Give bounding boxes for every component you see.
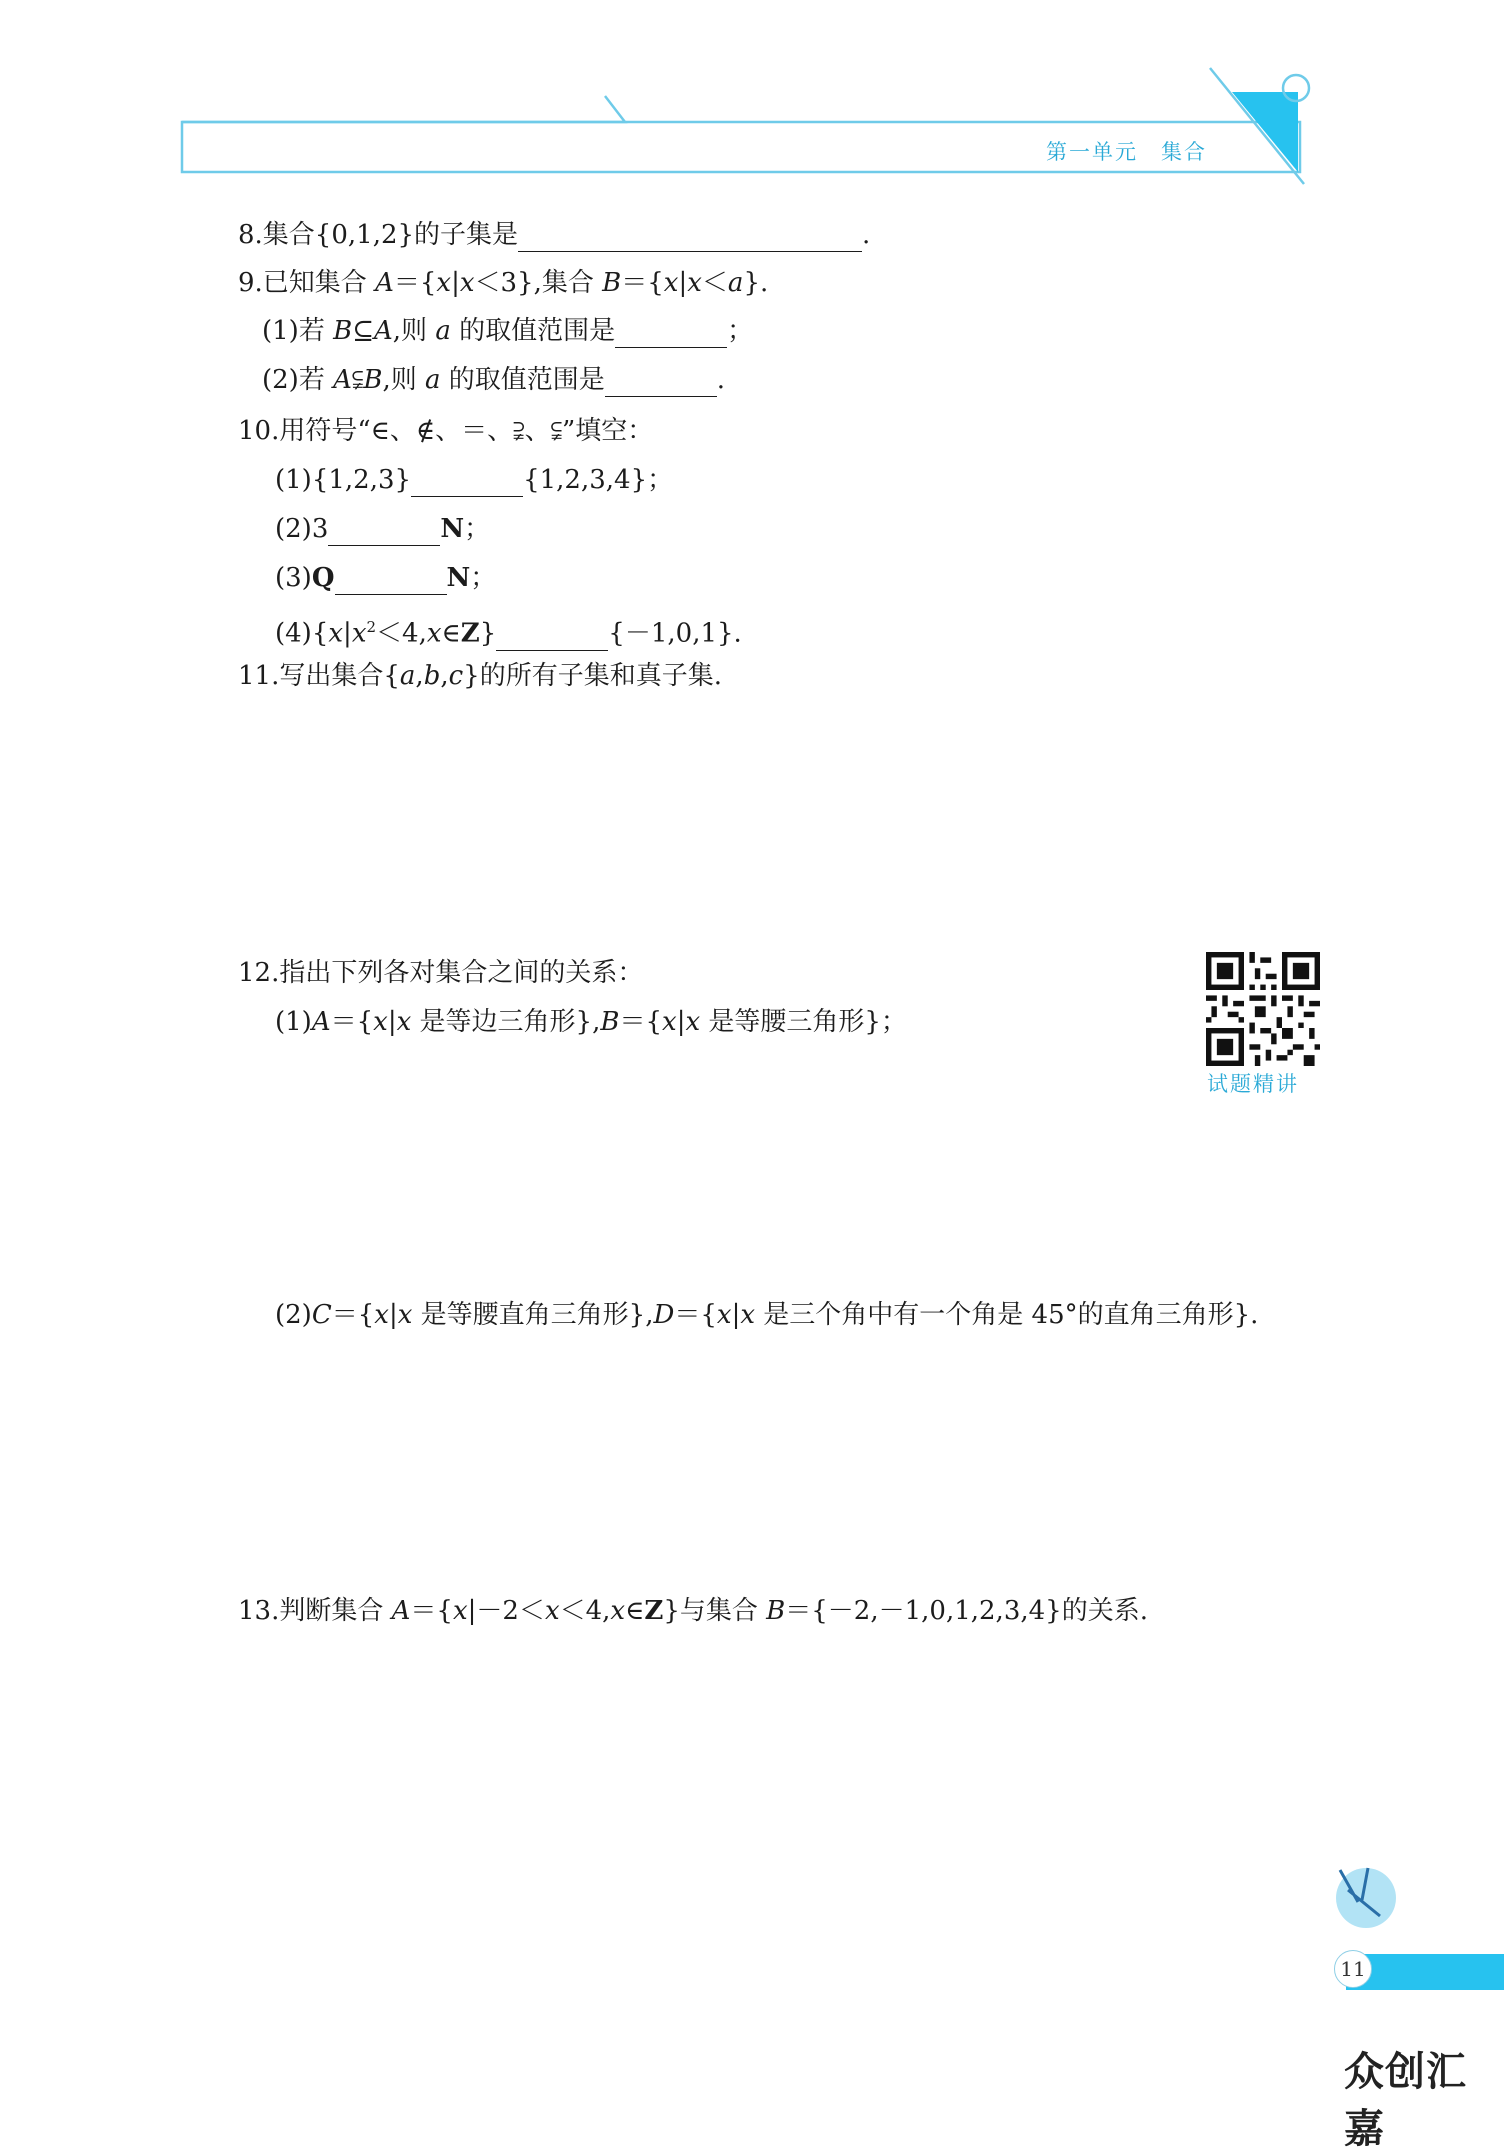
answer-blank[interactable] xyxy=(605,368,717,397)
punct: . xyxy=(862,220,871,250)
var: B xyxy=(363,365,383,395)
var: x xyxy=(687,268,702,298)
text: ⫋ xyxy=(351,365,364,395)
var: x xyxy=(544,1596,560,1626)
text: ,则 xyxy=(392,316,436,346)
header-decoration xyxy=(0,0,1504,200)
text: (4){ xyxy=(275,618,329,649)
text: 12.指出下列各对集合之间的关系： xyxy=(238,958,644,988)
text: 是等腰三角形}； xyxy=(700,1007,907,1037)
var: B xyxy=(602,268,622,298)
set-symbol: Z xyxy=(644,1596,664,1626)
text: , xyxy=(440,661,449,691)
text: (1) xyxy=(275,1007,312,1037)
text: 是三个角中有一个角是 45°的直角三角形}. xyxy=(755,1300,1259,1330)
question-12-part-2 xyxy=(275,1298,1258,1332)
text: 11.写出集合{ xyxy=(238,661,400,691)
text: 的取值范围是 xyxy=(440,365,605,395)
var: x xyxy=(452,1596,468,1626)
text: ⊆ xyxy=(352,316,375,346)
var: x xyxy=(374,1300,389,1330)
var: b xyxy=(423,661,441,691)
question-12 xyxy=(238,956,643,990)
text: }的所有子集和真子集. xyxy=(463,661,722,691)
text: ＜4, xyxy=(376,618,427,649)
answer-blank[interactable] xyxy=(335,566,447,595)
question-13 xyxy=(238,1594,1148,1628)
text: }. xyxy=(743,268,769,298)
var: a xyxy=(435,316,451,346)
text: 是等腰直角三角形}, xyxy=(412,1300,654,1330)
answer-blank[interactable] xyxy=(496,622,608,651)
text: }与集合 xyxy=(663,1596,767,1626)
text: (1)若 xyxy=(262,316,334,346)
text: ＝{ xyxy=(330,1007,374,1037)
text: 的取值范围是 xyxy=(450,316,616,346)
var: x xyxy=(716,1300,732,1330)
text: ＝{ xyxy=(619,1007,663,1037)
var: x xyxy=(663,268,679,298)
text: ＝{ xyxy=(410,1596,453,1626)
punct: ； xyxy=(464,514,491,544)
set-symbol: Q xyxy=(311,563,335,593)
qr-code-icon[interactable] xyxy=(1206,952,1320,1066)
text: | xyxy=(676,1007,686,1037)
text: {1,2,3,4}； xyxy=(523,465,674,495)
var: x xyxy=(351,618,367,649)
question-10 xyxy=(238,414,653,448)
text: (3) xyxy=(275,563,312,593)
var: x xyxy=(397,1300,413,1330)
var: x xyxy=(662,1007,677,1037)
text: ,则 xyxy=(382,365,425,395)
var: A xyxy=(375,268,394,298)
punct: ； xyxy=(470,563,497,593)
text: 13.判断集合 xyxy=(238,1596,392,1626)
text: ＜4, xyxy=(559,1596,611,1626)
text: ＝{－2,－1,0,1,2,3,4}的关系. xyxy=(785,1596,1148,1626)
text: | xyxy=(731,1300,741,1330)
text: (1){1,2,3} xyxy=(275,465,412,495)
question-10-part-4 xyxy=(275,610,742,651)
text: (2)3 xyxy=(275,514,329,544)
exponent: 2 xyxy=(366,618,377,636)
text: | xyxy=(387,1007,397,1037)
text: ＝{ xyxy=(393,268,437,298)
text: (2) xyxy=(275,1300,312,1330)
answer-blank[interactable] xyxy=(328,517,440,546)
text: | xyxy=(678,268,688,298)
text: (2)若 xyxy=(262,365,334,395)
var: a xyxy=(727,268,744,298)
var: a xyxy=(399,661,416,691)
text: 是等边三角形}, xyxy=(411,1007,601,1037)
var: x xyxy=(685,1007,701,1037)
text: ＜ xyxy=(701,268,728,298)
question-9-part-2 xyxy=(262,363,725,397)
var: D xyxy=(653,1300,675,1330)
text: ∈ xyxy=(441,618,461,649)
punct: ； xyxy=(727,316,754,346)
text: } xyxy=(479,618,497,649)
question-9 xyxy=(238,266,768,300)
text: ＝{ xyxy=(331,1300,375,1330)
var: A xyxy=(391,1596,411,1626)
var: A xyxy=(374,316,393,346)
text: 10.用符号“∈、∉、＝、⫌、⫋”填空： xyxy=(238,416,654,446)
question-10-part-3 xyxy=(275,561,496,595)
var: a xyxy=(424,365,441,395)
var: A xyxy=(311,1007,331,1037)
set-symbol: N xyxy=(440,514,465,544)
text: ＝{ xyxy=(621,268,664,298)
var: B xyxy=(600,1007,620,1037)
page-number: 11 xyxy=(1334,1950,1372,1988)
text: 9.已知集合 xyxy=(238,268,376,298)
answer-blank[interactable] xyxy=(615,319,727,348)
var: B xyxy=(333,316,353,346)
question-8-text: 8.集合{0,1,2}的子集是 xyxy=(238,220,519,250)
question-10-part-2 xyxy=(275,512,490,546)
var: A xyxy=(333,365,352,395)
text: | xyxy=(388,1300,398,1330)
var: c xyxy=(448,661,464,691)
text: ＜3},集合 xyxy=(474,268,603,298)
question-11 xyxy=(238,659,722,693)
text: | xyxy=(343,618,352,649)
watermark: 众创汇嘉 xyxy=(1344,2049,1467,2152)
question-12-part-1 xyxy=(275,1005,907,1039)
var: x xyxy=(459,268,475,298)
answer-blank[interactable] xyxy=(411,468,523,497)
var: B xyxy=(766,1596,786,1626)
question-9-part-1 xyxy=(262,314,753,348)
text: ＝{ xyxy=(674,1300,717,1330)
var: x xyxy=(396,1007,412,1037)
text: | xyxy=(451,268,460,298)
text: , xyxy=(415,661,424,691)
answer-blank[interactable] xyxy=(518,223,862,252)
question-8 xyxy=(238,218,870,252)
set-symbol: N xyxy=(446,563,471,593)
text: {－1,0,1}. xyxy=(608,618,742,649)
var: x xyxy=(373,1007,388,1037)
var: x xyxy=(426,618,442,649)
var: C xyxy=(311,1300,332,1330)
set-symbol: Z xyxy=(460,618,480,649)
var: x xyxy=(610,1596,626,1626)
qr-caption: 试题精讲 xyxy=(1207,1072,1299,1096)
var: x xyxy=(740,1300,755,1330)
var: x xyxy=(436,268,452,298)
punct: . xyxy=(716,365,726,395)
text: ∈ xyxy=(625,1596,645,1626)
question-10-part-1 xyxy=(275,463,673,497)
text: |－2＜ xyxy=(467,1596,545,1626)
unit-title: 第一单元 集合 xyxy=(1046,140,1207,164)
var: x xyxy=(328,618,344,649)
